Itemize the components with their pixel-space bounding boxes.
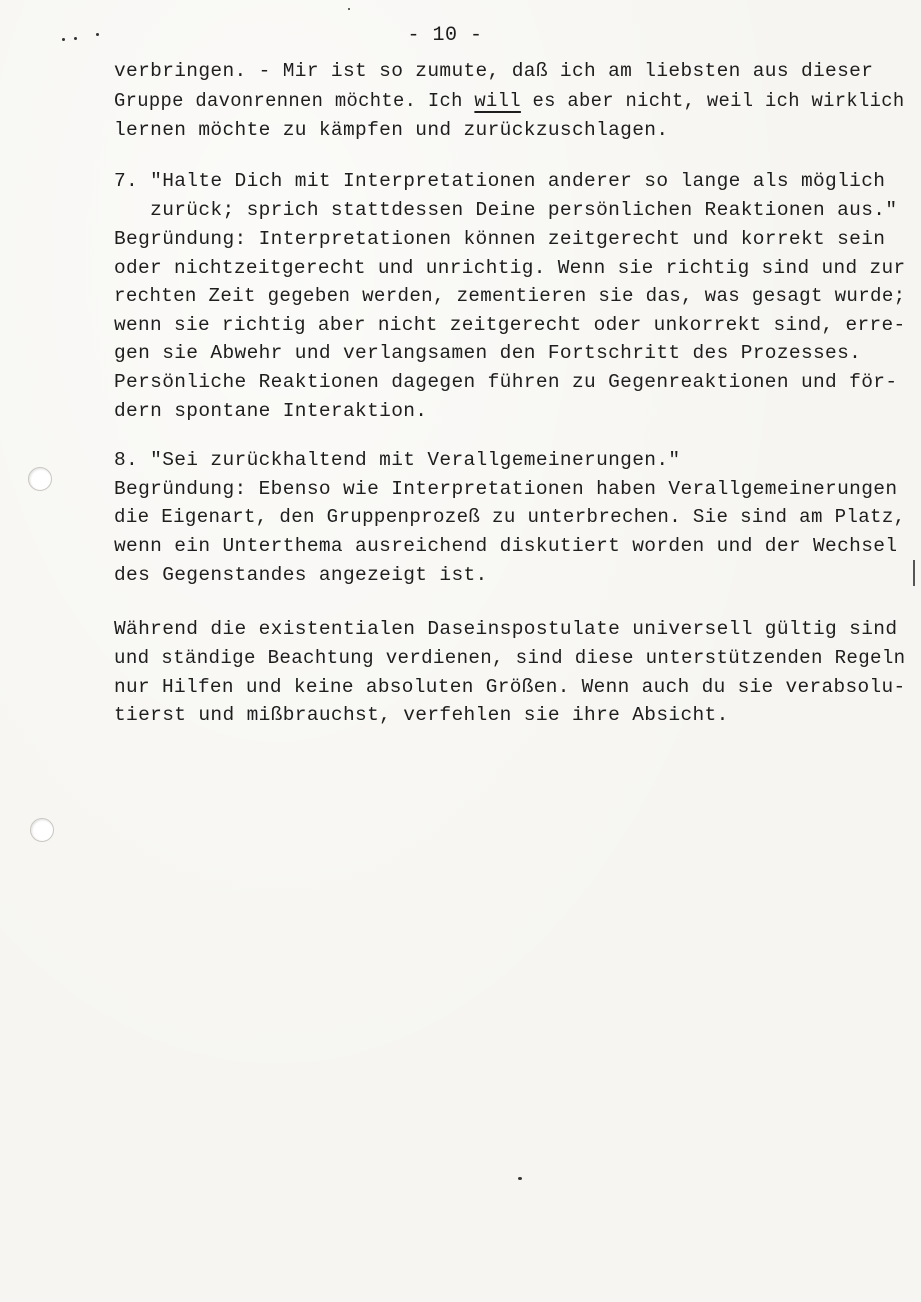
text-line: wenn ein Unterthema ausreichend diskutiert worden und der Wechsel: [114, 535, 898, 557]
text-line: verbringen. - Mir ist so zumute, daß ich am liebsten aus dieser: [114, 60, 874, 82]
punch-hole-top: [28, 467, 52, 491]
text-line: nur Hilfen und keine absoluten Größen. Wenn auch du sie verabsolu-: [114, 676, 906, 698]
text-line: wenn sie richtig aber nicht zeitgerecht oder unkorrekt sind, erre-: [114, 314, 906, 336]
speck: [518, 1177, 522, 1180]
text-line: rechten Zeit gegeben werden, zementieren sie das, was gesagt wurde;: [114, 285, 906, 307]
text-fragment: Gruppe davonrennen möchte. Ich: [114, 90, 475, 112]
text-line: Während die existentialen Daseinspostulate universell gültig sind: [114, 618, 898, 640]
text-line: oder nichtzeitgerecht und unrichtig. Wenn sie richtig sind und zur: [114, 257, 906, 279]
page-number: - 10 -: [407, 24, 483, 47]
underlined-word: will: [474, 90, 521, 112]
text-line: Begründung: Ebenso wie Interpretationen haben Verallgemeinerungen: [114, 478, 898, 500]
text-line: gen sie Abwehr und verlangsamen den Fortschritt des Prozesses.: [114, 342, 862, 364]
text-line: dern spontane Interaktion.: [114, 400, 428, 422]
text-line: tierst und mißbrauchst, verfehlen sie ihre Absicht.: [114, 704, 729, 726]
text-line: Persönliche Reaktionen dagegen führen zu Gegenreaktionen und för-: [114, 371, 898, 393]
rule-7-heading: 7. "Halte Dich mit Interpretationen anderer so lange als möglich: [114, 170, 886, 192]
speck: [348, 8, 350, 10]
edge-mark: [913, 560, 915, 586]
rule-7-heading-cont: zurück; sprich stattdessen Deine persönlichen Reaktionen aus.": [114, 199, 898, 221]
text-line: lernen möchte zu kämpfen und zurückzuschlagen.: [114, 119, 669, 141]
text-line: Begründung: Interpretationen können zeitgerecht und korrekt sein: [114, 228, 886, 250]
text-line: die Eigenart, den Gruppenprozeß zu unterbrechen. Sie sind am Platz,: [114, 506, 906, 528]
punch-hole-bottom: [30, 818, 54, 842]
text-line: des Gegenstandes angezeigt ist.: [114, 564, 488, 586]
text-fragment: es aber nicht, weil ich wirklich: [520, 90, 905, 112]
text-line: und ständige Beachtung verdienen, sind diese unterstützenden Regeln: [114, 647, 906, 669]
rule-8-heading: 8. "Sei zurückhaltend mit Verallgemeinerungen.": [114, 449, 681, 471]
text-line: [114, 92, 905, 112]
